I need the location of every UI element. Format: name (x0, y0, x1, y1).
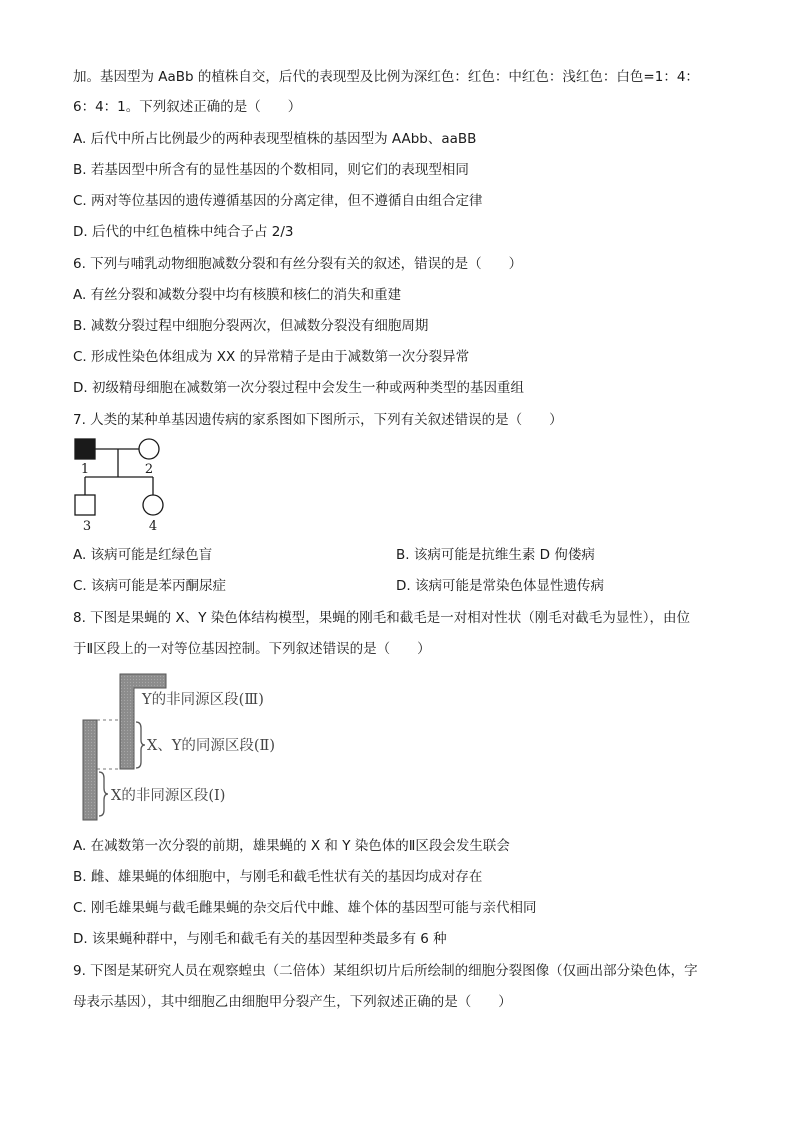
pedigree-label-3: 3 (82, 519, 92, 534)
q5-stem-line1: 加。基因型为 AaBb 的植株自交，后代的表现型及比例为深红色：红色：中红色：浅红色：白色=1：4： (73, 69, 699, 85)
label-x-nonhomologous: X的非同源区段(Ⅰ) (111, 788, 226, 804)
q6-option-c: C. 形成性染色体组成为 XX 的异常精子是由于减数第一次分裂异常 (73, 349, 470, 365)
q5-option-b: B. 若基因型中所含有的显性基因的个数相同，则它们的表现型相同 (73, 162, 469, 178)
pedigree-female-2 (139, 439, 159, 459)
xy-chromosome-diagram (78, 666, 308, 826)
q6-option-a: A. 有丝分裂和减数分裂中均有核膜和核仁的消失和重建 (73, 287, 402, 303)
q6-option-d: D. 初级精母细胞在减数第一次分裂过程中会发生一种或两种类型的基因重组 (73, 380, 524, 396)
brace-x-nonhomologous (99, 772, 108, 816)
q6-stem: 6. 下列与哺乳动物细胞减数分裂和有丝分裂有关的叙述，错误的是（ ） (73, 256, 523, 272)
q6-option-b: B. 减数分裂过程中细胞分裂两次，但减数分裂没有细胞周期 (73, 318, 429, 334)
q7-option-b: B. 该病可能是抗维生素 D 佝偻病 (396, 547, 595, 563)
q7-stem: 7. 人类的某种单基因遗传病的家系图如下图所示，下列有关叙述错误的是（ ） (73, 412, 563, 428)
pedigree-affected-male-1 (75, 439, 95, 459)
x-chromosome (83, 720, 97, 820)
label-y-nonhomologous: Y的非同源区段(Ⅲ) (142, 692, 264, 708)
q7-option-d: D. 该病可能是常染色体显性遗传病 (396, 578, 604, 594)
label-homologous: X、Y的同源区段(Ⅱ) (147, 738, 276, 754)
q7-option-a: A. 该病可能是红绿色盲 (73, 547, 213, 563)
q7-option-c: C. 该病可能是苯丙酮尿症 (73, 578, 227, 594)
y-chromosome (120, 674, 166, 769)
q9-stem-line1: 9. 下图是某研究人员在观察蝗虫（二倍体）某组织切片后所绘制的细胞分裂图像（仅画出部分染色体，字 (73, 963, 698, 979)
q8-option-d: D. 该果蝇种群中，与刚毛和截毛有关的基因型种类最多有 6 种 (73, 931, 447, 947)
pedigree-label-2: 2 (144, 462, 154, 477)
q5-stem-line2: 6：4：1。下列叙述正确的是（ ） (73, 99, 302, 115)
pedigree-chart (60, 432, 190, 537)
q8-option-c: C. 刚毛雄果蝇与截毛雌果蝇的杂交后代中雌、雄个体的基因型可能与亲代相同 (73, 900, 537, 916)
q8-stem-line1: 8. 下图是果蝇的 X、Y 染色体结构模型，果蝇的刚毛和截毛是一对相对性状（刚毛对截毛为显性），由位 (73, 610, 690, 626)
q9-stem-line2: 母表示基因），其中细胞乙由细胞甲分裂产生，下列叙述正确的是（ ） (73, 994, 512, 1010)
q8-option-b: B. 雌、雄果蝇的体细胞中，与刚毛和截毛性状有关的基因均成对存在 (73, 869, 483, 885)
pedigree-label-4: 4 (148, 519, 158, 534)
q5-option-c: C. 两对等位基因的遗传遵循基因的分离定律，但不遵循自由组合定律 (73, 193, 483, 209)
pedigree-female-4 (143, 495, 163, 515)
pedigree-label-1: 1 (80, 462, 90, 477)
q5-option-d: D. 后代的中红色植株中纯合子占 2/3 (73, 224, 294, 240)
q8-option-a: A. 在减数第一次分裂的前期，雄果蝇的 X 和 Y 染色体的Ⅱ区段会发生联会 (73, 838, 510, 854)
brace-homologous (136, 722, 145, 768)
q5-option-a: A. 后代中所占比例最少的两种表现型植株的基因型为 AAbb、aaBB (73, 131, 477, 147)
q8-stem-line2: 于Ⅱ区段上的一对等位基因控制。下列叙述错误的是（ ） (73, 641, 431, 657)
pedigree-male-3 (75, 495, 95, 515)
